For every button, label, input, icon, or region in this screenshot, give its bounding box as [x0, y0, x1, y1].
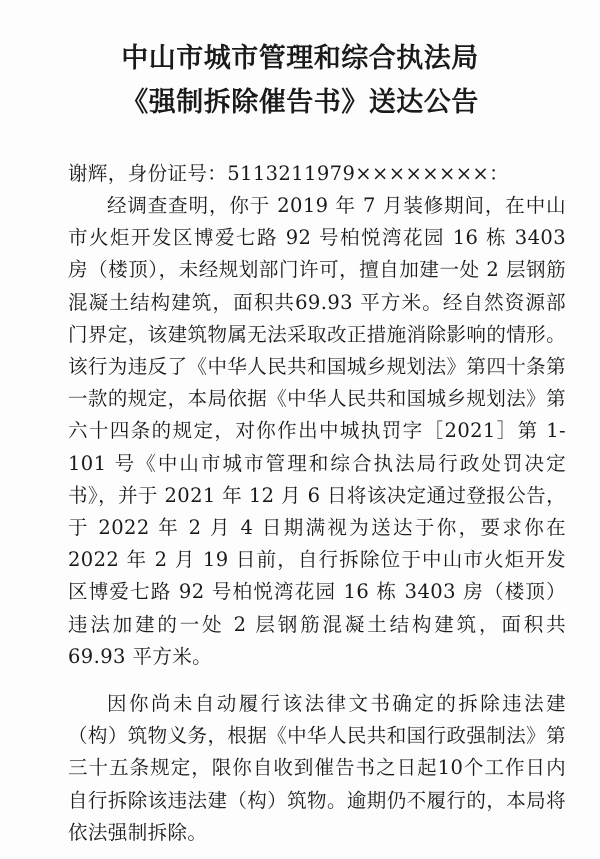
addressee-line: 谢辉，身份证号：5113211979××××××××：	[68, 162, 510, 185]
issuing-authority-title: 中山市城市管理和综合执法局	[121, 43, 479, 74]
notice-title: 《强制拆除催告书》送达公告	[121, 87, 479, 118]
paragraph-demand: 因你尚未自动履行该法律文书确定的拆除违法建（构）筑物义务，根据《中华人民共和国行政强制法》第三十五条规定，限你自收到催告书之日起10个工作日内自行拆除该违法建（构）筑物。逾期仍不履行的，本局将依法强制拆除。	[68, 692, 566, 844]
paragraph-facts: 经调查查明，你于 2019 年 7 月装修期间，在中山市火炬开发区博爱七路 92 号柏悦湾花园 16 栋 3403 房（楼顶），未经规划部门许可，擅自加建一处 2 层钢筋混凝土结构建筑，面积共69.93 平方米。经自然资源部门界定，该建筑物属无法采取改正措施消除影响的情形。该行为违反了《中华人民共和国城乡规划法》第四十条第一款的规定，本局依据《中华人民共和国城乡规划法》第六十四条的规定，对你作出中城执罚字［2021］第 1-101 号《中山市城市管理和综合执法局行政处罚决定书》，并于 2021 年 12 月 6 日将该决定通过登报公告，于 2022 年 2 月 4 日期满视为送达于你，要求你在 2022 年 2 月 19 日前，自行拆除位于中山市火炬开发区博爱七路 92 号柏悦湾花园 16 栋 3403 房（楼顶）违法加建的一处 2 层钢筋混凝土结构建筑，面积共69.93 平方米。	[68, 194, 566, 668]
